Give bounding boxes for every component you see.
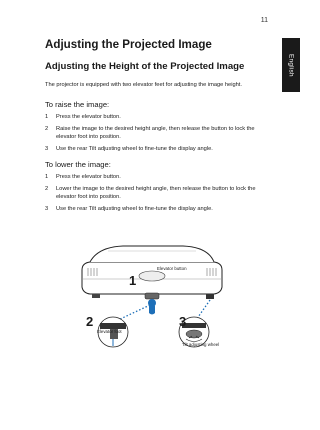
tilt-wheel-label: Tilt adjusting wheel	[182, 342, 220, 347]
lower-step	[45, 186, 267, 201]
intro-paragraph: The projector is equipped with two elevator feet for adjusting the image height.	[45, 82, 242, 88]
step-text: Raise the image to the desired height angle, then release the button to lock the elevator foot into position.	[56, 126, 255, 140]
raise-heading: To raise the image:	[45, 100, 110, 109]
section-title: Adjusting the Height of the Projected Image	[45, 61, 245, 72]
language-tab-label: English	[287, 53, 295, 77]
step-number: 3	[45, 145, 49, 152]
language-tab	[282, 38, 300, 92]
step-text: Press the elevator button.	[56, 174, 121, 180]
raise-steps	[45, 114, 267, 153]
callout-number-3: 3	[179, 314, 187, 329]
step-number: 1	[45, 174, 49, 180]
page-title: Adjusting the Projected Image	[45, 38, 212, 51]
main-content	[45, 38, 267, 218]
step-text: Press the elevator button.	[56, 114, 121, 120]
lower-step	[45, 174, 267, 182]
elevator-button-label: Elevator button	[157, 266, 187, 271]
lower-heading: To lower the image:	[45, 160, 111, 169]
step-number: 2	[45, 126, 49, 132]
raise-step	[45, 146, 267, 154]
step-number: 3	[45, 205, 49, 212]
page-number: 11	[260, 17, 268, 24]
raise-step	[45, 114, 267, 122]
step-text: Use the rear Tilt adjusting wheel to fine-tune the display angle.	[56, 145, 213, 152]
step-text: Lower the image to the desired height angle, then release the button to lock the elevator foot into position.	[56, 186, 256, 200]
elevator-foot-label: Elevator foot	[97, 329, 122, 334]
step-number: 1	[45, 114, 49, 120]
step-text: Use the rear Tilt adjusting wheel to fine-tune the display angle.	[56, 205, 213, 212]
callout-number-1: 1	[129, 273, 137, 288]
lower-steps	[45, 174, 267, 213]
raise-step	[45, 126, 267, 141]
lower-step	[45, 206, 267, 214]
projector-illustration	[78, 243, 228, 348]
step-number: 2	[45, 186, 49, 192]
callout-number-2: 2	[86, 314, 94, 329]
